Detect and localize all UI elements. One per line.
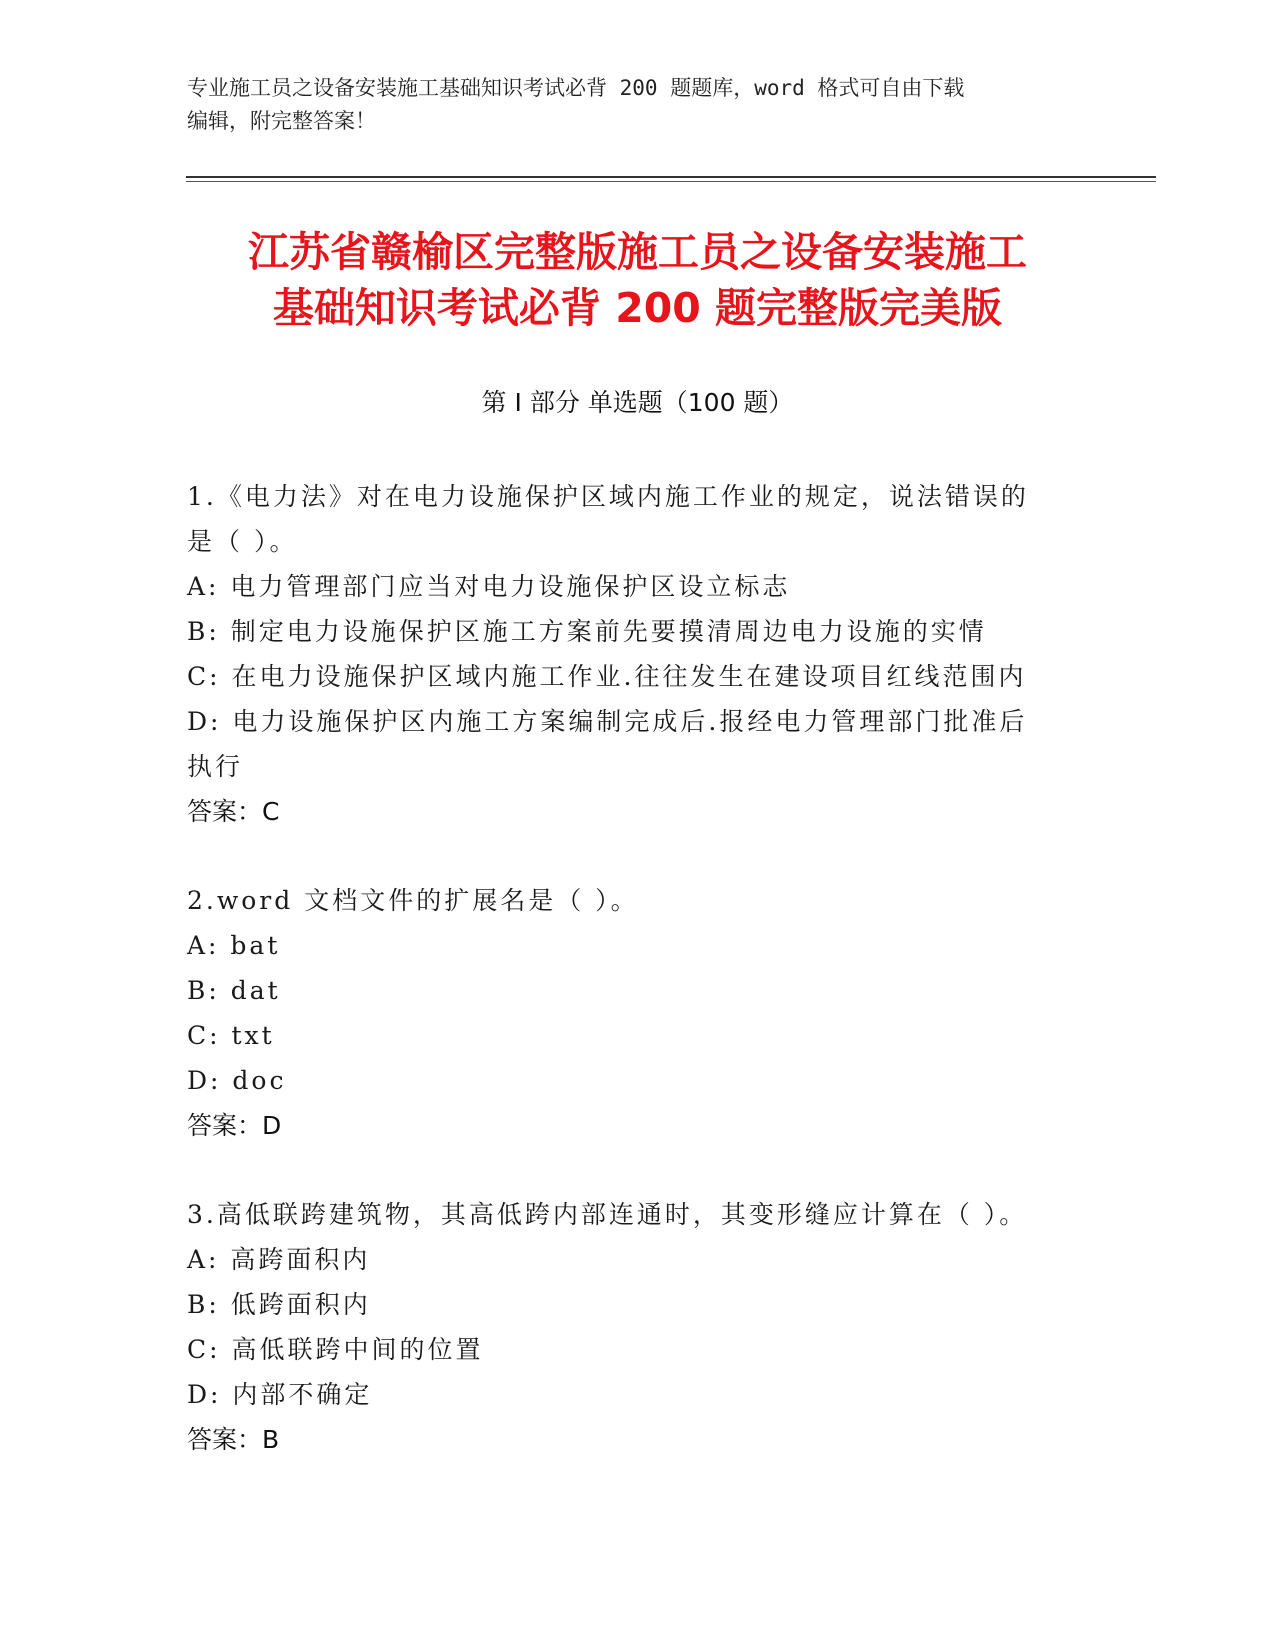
document-title bbox=[150, 224, 1125, 336]
question-stem: 2.word 文档文件的扩展名是（ ）。 bbox=[187, 886, 639, 915]
option-b: B: 制定电力设施保护区施工方案前先要摸清周边电力设施的实情 bbox=[187, 617, 987, 646]
question-3 bbox=[187, 1192, 1067, 1462]
answer: 答案：C bbox=[187, 797, 280, 826]
option-c: C: 在电力设施保护区域内施工作业.往往发生在建设项目红线范围内 bbox=[187, 662, 1027, 691]
option-d-continued: 执行 bbox=[187, 752, 244, 781]
question-stem: 3.高低联跨建筑物，其高低跨内部连通时，其变形缝应计算在（ ）。 bbox=[187, 1200, 1028, 1229]
header-rule-thick bbox=[186, 176, 1156, 178]
header-rule-thin bbox=[186, 181, 1156, 182]
question-stem-continued: 是（ ）。 bbox=[187, 527, 298, 556]
answer: 答案：B bbox=[187, 1425, 280, 1454]
question-list bbox=[187, 474, 1067, 1506]
option-a: A: bat bbox=[187, 931, 281, 960]
header-note-line-1: 专业施工员之设备安装施工基础知识考试必背 200 题题库，word 格式可自由下载 bbox=[187, 76, 965, 100]
option-d: D: 内部不确定 bbox=[187, 1380, 373, 1409]
option-b: B: dat bbox=[187, 976, 281, 1005]
document-title-line-1: 江苏省赣榆区完整版施工员之设备安装施工 bbox=[248, 228, 1027, 276]
option-d: D: doc bbox=[187, 1066, 287, 1095]
question-stem: 1.《电力法》对在电力设施保护区域内施工作业的规定，说法错误的 bbox=[187, 482, 1029, 511]
section-title: 第 I 部分 单选题（100 题） bbox=[481, 388, 794, 417]
option-c: C: 高低联跨中间的位置 bbox=[187, 1335, 484, 1364]
option-c: C: txt bbox=[187, 1021, 275, 1050]
option-a: A: 高跨面积内 bbox=[187, 1245, 371, 1274]
option-d: D: 电力设施保护区内施工方案编制完成后.报经电力管理部门批准后 bbox=[187, 707, 1028, 736]
answer: 答案：D bbox=[187, 1111, 282, 1140]
option-b: B: 低跨面积内 bbox=[187, 1290, 371, 1319]
option-a: A: 电力管理部门应当对电力设施保护区设立标志 bbox=[187, 572, 791, 601]
header-note bbox=[187, 72, 1087, 138]
question-2 bbox=[187, 878, 1067, 1148]
question-1 bbox=[187, 474, 1067, 834]
header-note-line-2: 编辑，附完整答案！ bbox=[187, 109, 376, 133]
document-title-line-2: 基础知识考试必背 200 题完整版完美版 bbox=[272, 284, 1003, 332]
